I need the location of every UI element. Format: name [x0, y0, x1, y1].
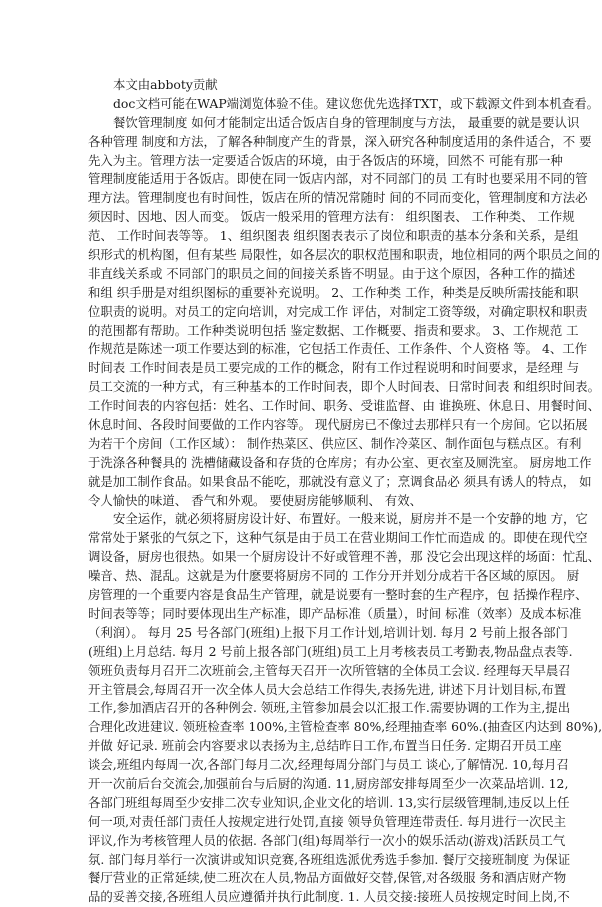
body-text-line: 管理制度能适用于各饭店。即使在同一饭店内部，对不同部门的员 工有时也要采用不同的管 [88, 171, 588, 187]
body-text-line: 氛. 部门每月举行一次演讲或知识竞赛,各班组选派优秀选手参加. 餐厅交接班制度 为保证 [88, 851, 571, 867]
body-text-line: 常常处于紧张的气氛之下，这种气氛是由于员工在营业期间工作忙而造成 的。即使在现代空 [88, 530, 588, 546]
body-text-line: 为若干个房间（工作区域）： 制作热菜区、供应区、制作冷菜区、制作面包与糕点区。有利 [88, 435, 582, 451]
body-text-line: 餐厅营业的正常延续,使二班次在人员,物品方面做好交替,保管,对各级服 务和酒店财产物 [88, 870, 567, 886]
body-text-line: 房管理的一个重要内容是食品生产管理，就是说要有一整时套的生产程序，包 括操作程序、 [88, 587, 588, 603]
body-text-line: 须因时、因地、因人而变。 饭店一般采用的管理方法有： 组织图表、 工作种类、 工作规 [88, 209, 575, 225]
body-text-line: 于洗涤各种餐具的 洗槽储藏设备和存货的仓库房；有办公室、更衣室及厕洗室。 厨房地工作 [88, 454, 592, 470]
body-text-line: （利润）。 每月 25 号各部门(班组)上报下月工作计划,培训计划. 每月 2 号前上报各部门 [88, 624, 568, 640]
body-text-line: 的范围都有帮助。工作种类说明包括 鉴定数据、工作概要、指责和要求。 3、工作规范 工 [88, 322, 579, 338]
body-text-line: 各种管理 制度和方法，了解各种制度产生的背景，深入研究各种制度适用的条件适合，不 要 [88, 133, 592, 149]
body-text-line: 作规范是陈述一项工作要达到的标准，它包括工作责任、工作条件、个人资格 等。 4、工作 [88, 341, 587, 357]
body-text-line: 令人愉快的味道、 香气和外观。 要使厨房能够顺利、 有效、 [88, 492, 422, 508]
body-text-line: 开一次前后台交流会,加强前台与后厨的沟通. 11,厨房部安排每周至少一次菜品培训. 12, [88, 775, 569, 791]
document-notice-line: doc文档可能在WAP端浏览体验不佳。建议您优先选择TXT，或下载源文件到本机查看。 [113, 95, 599, 111]
body-text-line: 何一项,对责任部门责任人按规定进行处罚,直接 领导负管理连带责任. 每月进行一次民主 [88, 813, 567, 829]
document-page [88, 76, 602, 905]
body-text-line: 品的妥善交接,各班组人员应遵循并执行此制度. 1. 人员交接:接班人员按规定时间上岗,不 [88, 889, 570, 905]
body-text-line: 安全运作，就必须将厨房设计好、布置好。一般来说，厨房并不是一个安静的地 方，它 [113, 511, 588, 527]
body-text-line: (班组)上月总结. 每月 2 号前上报各部门(班组)员工上月考核表员工考勤表,物品盘点表等. [88, 643, 573, 659]
body-text-line: 工作时间表的内容包括：姓名、工作时间、职务、受谁监督、由 谁换班、休息日、用餐时间、 [88, 398, 600, 414]
body-text-line: 理方法。管理制度也有时间性，饭店在所的情况常随时 间的不同而变化，管理制度和方法必 [88, 190, 588, 206]
body-text-line: 先入为主。管理方法一定要适合饭店的环境，由于各饭店的环境，回然不 可能有那一种 [88, 152, 563, 168]
body-text-line: 非直线关系或 不同部门的职员之间的间接关系皆不明显。由于这个原因，各种工作的描述 [88, 265, 576, 281]
body-text-line: 谈会,班组内每周一次,各部门每月二次,经理每周分部门与员工 谈心,了解情况. 10,每月召 [88, 757, 569, 773]
body-text-line: 餐饮管理制度 如何才能制定出适合饭店自身的管理制度与方法， 最重要的就是要认识 [113, 114, 580, 130]
body-text-line: 调设备，厨房也很热。如果一个厨房设计不好或管理不善，那 没它会出现这样的场面：忙乱、 [88, 549, 600, 565]
body-text-line: 合理化改进建议. 领班检查率 100%,主管检查率 80%,经理抽查率 60%.(抽查区内达到 80%), [88, 719, 602, 735]
document-header-line: 本文由abboty贡献 [113, 77, 218, 92]
body-text-line: 员工交流的一种方式，有三种基本的工作时间表，即个人时间表、日常时间表 和组织时间表。 [88, 379, 600, 395]
body-text-line: 和组 织手册是对组织图标的重要补充说明。 2、工作种类 工作，种类是反映所需技能和职 [88, 284, 579, 300]
body-text-line: 位职责的说明。对员工的定向培训，对完成工作 评估，对制定工资等级，对确定职权和职责 [88, 303, 588, 319]
body-text-line: 工作,参加酒店召开的各种例会. 领班,主管参加晨会以汇报工作.需要协调的工作为主,提出 [88, 700, 571, 716]
document-body [88, 114, 602, 907]
body-text-line: 领班负责每月召开二次班前会,主管每天召开一次所管辖的全体员工会议. 经理每天早晨召 [88, 662, 571, 678]
body-text-line: 就是加工制作食品。如果食品不能吃，那就没有意义了；烹调食品必 须具有诱人的特点， 如 [88, 473, 592, 489]
body-text-line: 织形式的机构图，但有某些 局限性，如各层次的职权范围和职责，地位相同的两个职员之间的 [88, 247, 600, 263]
body-text-line: 时间表等等；同时要体现出生产标准，即产品标准（质量），时间 标准（效率）及成本标准 [88, 605, 582, 621]
body-text-line: 各部门班组每周至少安排二次专业知识,企业文化的培训. 13,实行层级管理制,违反以上任 [88, 794, 570, 810]
body-text-line: 评议,作为考核管理人员的依据. 各部门(组)每周举行一次小的娱乐活动(游戏)活跃员工气 [88, 832, 566, 848]
body-text-line: 噪音、热、混乱。这就是为什麽要将厨房不同的 工作分开并划分成若干各区域的原因。 厨 [88, 568, 580, 584]
body-text-line: 休息时间、各段时间要做的工作内容等。 现代厨房已不像过去那样只有一个房间。它以拓展 [88, 417, 588, 433]
body-text-line: 时间表 工作时间表是员工要完成的工作的概念，附有工作过程说明和时间要求，是经理 与 [88, 360, 580, 376]
body-text-line: 并做 好记录. 班前会内容要求以表扬为主,总结昨日工作,布置当日任务. 定期召开员工座 [88, 738, 562, 754]
body-text-line: 开主管晨会,每周召开一次全体人员大会总结工作得失,表扬先进, 讲述下月计划目标,布置 [88, 681, 567, 697]
body-text-line: 范、 工作时间表等等。 1、组织图表 组织图表表示了岗位和职责的基本分条和关系，是组 [88, 228, 579, 244]
